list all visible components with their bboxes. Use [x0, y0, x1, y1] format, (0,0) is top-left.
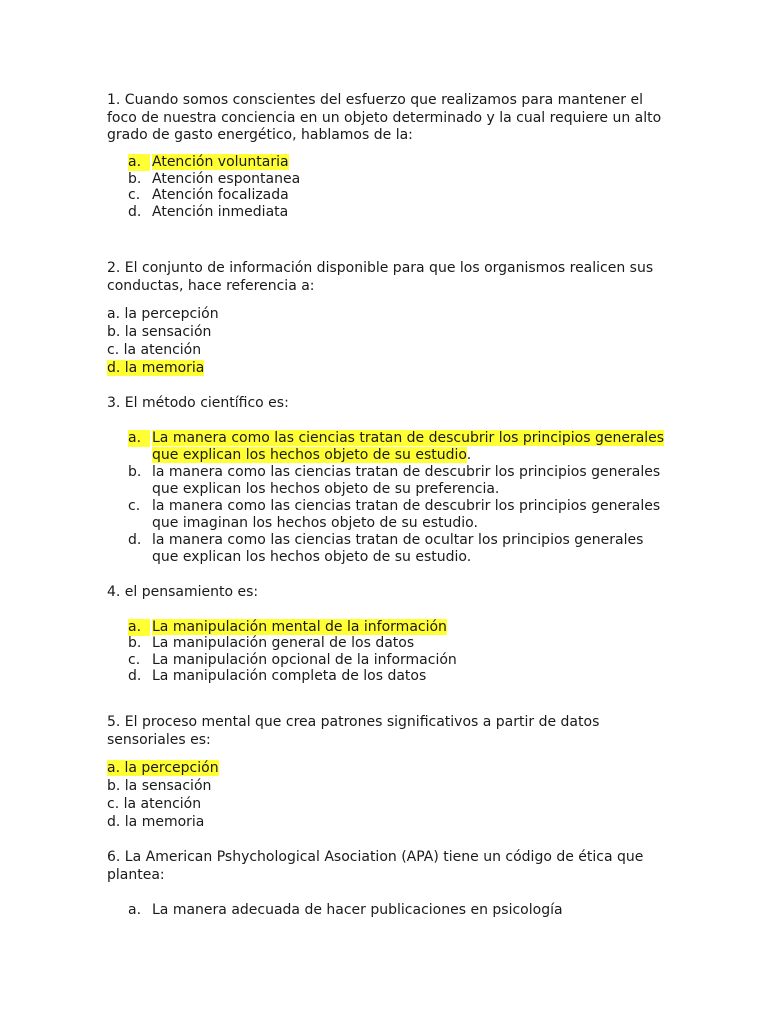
question-3-stem: 3. El método científico es: [107, 395, 289, 411]
question-2-options [107, 305, 667, 377]
question-1-option-c [128, 187, 673, 204]
option-text: la manera como las ciencias tratan de descubrir los principios generales que explican los hechos objeto de su preferencia. [152, 464, 661, 497]
option-marker: a. [128, 619, 150, 636]
option-text: la manera como las ciencias tratan de ocultar los principios generales que explican los hechos objeto de su estudio. [152, 532, 644, 565]
question-4-option-a [128, 619, 673, 636]
question-5-stem: 5. El proceso mental que crea patrones significativos a partir de datos sensoriales es: [107, 714, 600, 748]
question-2-option-a: a. la percepción [107, 306, 219, 322]
question-1-option-d [128, 204, 673, 221]
question-3-option-c [128, 498, 673, 531]
option-text: La manipulación opcional de la información [152, 652, 457, 668]
option-text: Atención inmediata [152, 204, 289, 220]
option-marker: b. [128, 171, 142, 187]
question-5-option-b: b. la sensación [107, 778, 212, 794]
option-text: La manera como las ciencias tratan de descubrir los principios generales que explican los hechos objeto de su estudio [152, 430, 665, 463]
option-marker: a. [128, 430, 150, 447]
question-6-option-a [128, 902, 673, 919]
question-4-option-b [128, 635, 673, 652]
question-6-stem: 6. La American Pshychological Asociation (APA) tiene un código de ética que plantea: [107, 849, 644, 883]
question-2-option-c: c. la atención [107, 342, 202, 358]
option-trailing-period: . [466, 446, 472, 463]
option-text: La manipulación general de los datos [152, 635, 415, 651]
option-marker: b. [128, 635, 142, 651]
question-1-stem: 1. Cuando somos conscientes del esfuerzo que realizamos para mantener el foco de nuestra conciencia en un objeto determinado y la cual requiere un alto grado de gasto energético, hablamos de la: [107, 92, 662, 143]
question-2-option-b: b. la sensación [107, 324, 212, 340]
option-text: Atención voluntaria [152, 154, 289, 170]
option-text: La manipulación completa de los datos [152, 668, 427, 684]
option-marker: d. [128, 532, 142, 548]
option-text: La manera adecuada de hacer publicaciones en psicología [152, 902, 563, 918]
question-3-option-b [128, 464, 673, 497]
question-5-option-a: a. la percepción [107, 760, 219, 776]
option-text: Atención espontanea [152, 171, 301, 187]
question-4-option-c [128, 652, 673, 669]
question-5-option-d: d. la memoria [107, 814, 205, 830]
question-3-option-a [128, 430, 673, 463]
option-marker: a. [128, 154, 150, 171]
question-5-option-c: c. la atención [107, 796, 202, 812]
option-text: La manipulación mental de la información [152, 619, 447, 635]
question-2-option-d: d. la memoria [107, 360, 205, 376]
question-4-option-d [128, 668, 673, 685]
option-marker: d. [128, 204, 142, 220]
option-text: Atención focalizada [152, 187, 289, 203]
question-1-option-a [128, 154, 673, 171]
option-marker: a. [128, 902, 142, 918]
option-marker: b. [128, 464, 142, 480]
option-text: la manera como las ciencias tratan de descubrir los principios generales que imaginan los hechos objeto de su estudio. [152, 498, 661, 531]
option-marker: c. [128, 498, 141, 514]
question-4-stem: 4. el pensamiento es: [107, 584, 259, 600]
option-marker: c. [128, 187, 141, 203]
question-5-options [107, 759, 667, 831]
question-2-stem: 2. El conjunto de información disponible para que los organismos realicen sus conductas, hace referencia a: [107, 260, 654, 294]
question-1-option-b [128, 171, 673, 188]
option-marker: d. [128, 668, 142, 684]
question-3-option-d [128, 532, 673, 565]
option-marker: c. [128, 652, 141, 668]
